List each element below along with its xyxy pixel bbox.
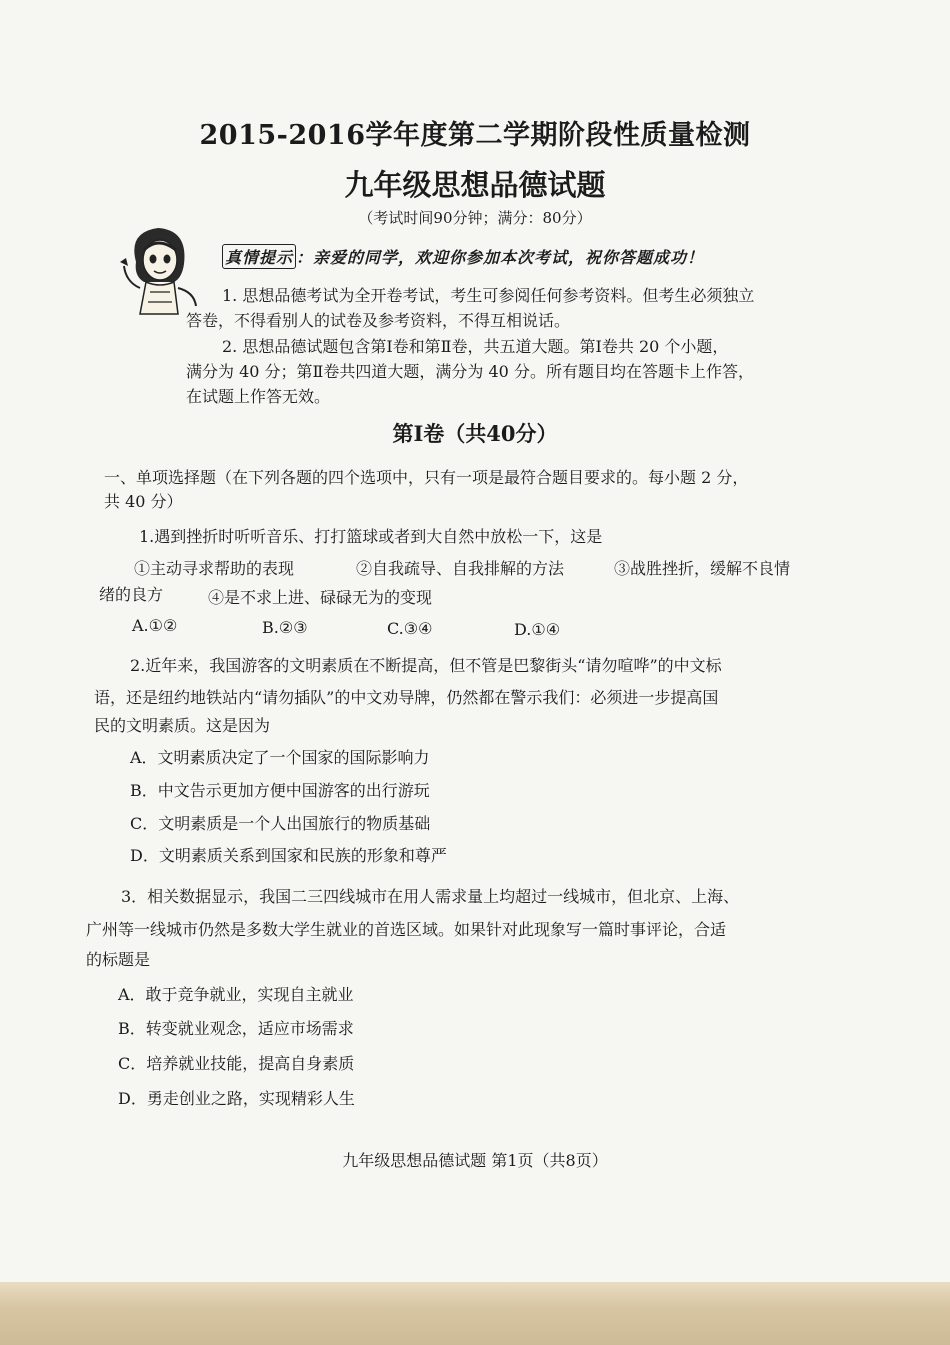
exam-subject-title: 九年级思想品德试题 [344,168,606,202]
q1-choice-d: D.①④ [514,620,561,639]
section-instruction-line1: 一、单项选择题（在下列各题的四个选项中，只有一项是最符合题目要求的。每小题 2 分， [104,468,749,487]
q1-choice-a: A.①② [132,616,178,635]
section-title: 第Ⅰ卷（共40分） [392,421,558,446]
q2-stem-line1: 2.近年来，我国游客的文明素质在不断提高，但不管是巴黎街头“请勿喧哗”的中文标 [130,656,722,675]
exam-time-score: （考试时间90分钟；满分：80分） [358,209,592,227]
q3-option-d: D．勇走创业之路，实现精彩人生 [118,1089,355,1108]
q1-option-1: ①主动寻求帮助的表现 [134,559,295,578]
q3-option-c: C．培养就业技能，提高自身素质 [118,1054,355,1073]
q3-option-b: B．转变就业观念，适应市场需求 [118,1019,354,1038]
q3-stem-line2: 广州等一线城市仍然是多数大学生就业的首选区域。如果针对此现象写一篇时事评论，合适 [86,920,727,939]
q1-option-2: ②自我疏导、自我排解的方法 [356,559,565,578]
girl-mascot-icon [118,222,200,318]
q3-stem-line3: 的标题是 [86,950,151,969]
note-2-line2: 满分为 40 分；第Ⅱ卷共四道大题，满分为 40 分。所有题目均在答题卡上作答， [186,362,754,381]
q1-option-4: ④是不求上进、碌碌无为的变现 [208,588,433,607]
note-2-line3: 在试题上作答无效。 [186,387,331,406]
q2-option-a: A．文明素质决定了一个国家的国际影响力 [130,748,430,767]
note-2-line1: 2. 思想品德试题包含第Ⅰ卷和第Ⅱ卷，共五道大题。第Ⅰ卷共 20 个小题， [222,337,729,356]
q1-choice-c: C.③④ [387,619,433,638]
note-1-line2: 答卷，不得看别人的试卷及参考资料，不得互相说话。 [186,311,571,330]
exam-title: 2015-2016学年度第二学期阶段性质量检测 [199,120,751,151]
q1-choice-b: B.②③ [262,618,308,637]
q2-option-c: C．文明素质是一个人出国旅行的物质基础 [130,814,431,833]
section-instruction-line2: 共 40 分） [104,492,183,511]
page-footer: 九年级思想品德试题 第1页（共8页） [342,1151,608,1170]
q2-stem-line2: 语，还是纽约地铁站内“请勿插队”的中文劝导牌，仍然都在警示我们：必须进一步提高国 [94,688,719,707]
q3-option-a: A．敢于竞争就业，实现自主就业 [118,985,354,1004]
q3-stem-line1: 3．相关数据显示，我国二三四线城市在用人需求量上均超过一线城市，但北京、上海、 [121,887,740,906]
q2-option-d: D．文明素质关系到国家和民族的形象和尊严 [130,846,447,865]
q1-option-3-cont: 绪的良方 [99,585,164,604]
note-1-line1: 1. 思想品德考试为全开卷考试，考生可参阅任何参考资料。但考生必须独立 [222,286,755,305]
tip-banner [222,244,704,269]
tip-message: ：亲爱的同学，欢迎你参加本次考试，祝你答题成功！ [296,248,705,267]
tip-label: 真情提示 [222,244,296,269]
q2-stem-line3: 民的文明素质。这是因为 [94,716,271,735]
q1-stem: 1.遇到挫折时听听音乐、打打篮球或者到大自然中放松一下，这是 [139,527,603,546]
q2-option-b: B．中文告示更加方便中国游客的出行游玩 [130,781,430,800]
q1-option-3: ③战胜挫折，缓解不良情 [614,559,791,578]
scan-edge-band [0,1282,950,1345]
